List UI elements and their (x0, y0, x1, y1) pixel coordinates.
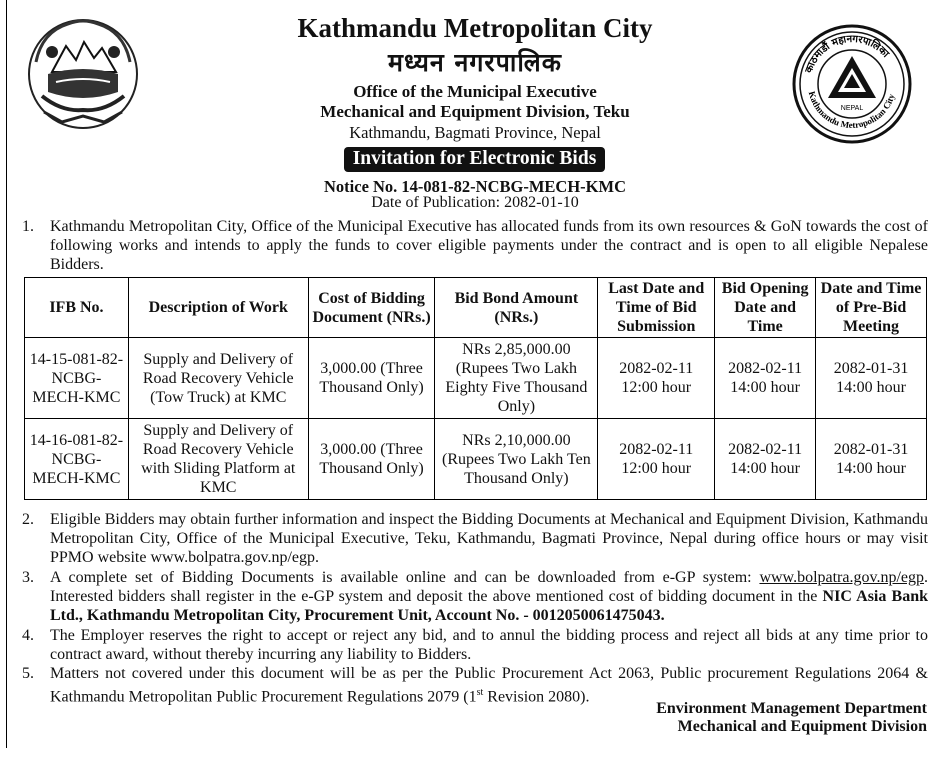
seal-center-text: NEPAL (840, 105, 864, 112)
paragraph-text: Kathmandu Metropolitan City, Office of the Municipal Executive has allocated funds from its own resources & GoN towards the cost of following works and intends to apply the funds to cover eligible payments under the contract and is open to all eligible Nepalese Bidders. (50, 218, 928, 273)
invitation-banner: Invitation for Electronic Bids (344, 147, 606, 172)
table-cell: Supply and Delivery of Road Recovery Vehicle (Tow Truck) at KMC (128, 338, 308, 419)
table-cell: 3,000.00 (Three Thousand Only) (308, 419, 435, 500)
table-cell: 3,000.00 (Three Thousand Only) (308, 338, 435, 419)
column-header: Description of Work (128, 278, 308, 338)
column-header: Bid Opening Date and Time (715, 278, 816, 338)
seal-ring-bottom: Kathmandu Metropolitan City (806, 90, 897, 131)
table-cell: NRs 2,10,000.00 (Rupees Two Lakh Ten Thousand Only) (435, 419, 598, 500)
paragraph-number: 4. (22, 627, 34, 644)
signature-division: Mechanical and Equipment Division (677, 718, 927, 735)
paragraph-number: 5. (22, 665, 34, 682)
paragraph-text-part: . Interested bidders shall register in the e-GP system and deposit the above mentioned cost of bidding document in the (50, 569, 928, 605)
bank-account-text: NIC Asia Bank Ltd., Kathmandu Metropolitan City, Procurement Unit, Account No. - 0012050061475043. (50, 588, 928, 624)
table-row (25, 338, 927, 419)
signature-department: Environment Management Department (656, 700, 927, 717)
table-cell: 14-16-081-82-NCBG-MECH-KMC (25, 419, 129, 500)
column-header: Bid Bond Amount (NRs.) (435, 278, 598, 338)
org-title-nepali: मध्यन नगरपालिक (388, 48, 562, 77)
column-header: Cost of Bidding Document (NRs.) (308, 278, 435, 338)
paragraph-number: 2. (22, 511, 34, 528)
paragraph-text: The Employer reserves the right to accept or reject any bid, and to annul the bidding process and reject all bids at any time prior to contract award, without thereby incurring any liability to Bidders. (50, 627, 928, 663)
paragraph-1 (22, 217, 928, 274)
kmc-seal-icon (790, 22, 914, 146)
column-header: Last Date and Time of Bid Submission (598, 278, 715, 338)
table-cell: 14-15-081-82-NCBG-MECH-KMC (25, 338, 129, 419)
table-cell: 2082-02-11 14:00 hour (715, 338, 816, 419)
notice-number: Notice No. 14-081-82-NCBG-MECH-KMC (324, 177, 626, 196)
table-header-row (25, 278, 927, 338)
org-title: Kathmandu Metropolitan City (297, 13, 653, 43)
office-name: Office of the Municipal Executive (353, 82, 597, 101)
nepal-emblem-icon (22, 12, 144, 134)
division-name: Mechanical and Equipment Division, Teku (320, 102, 630, 121)
superscript: st (476, 687, 484, 698)
address: Kathmandu, Bagmati Province, Nepal (349, 123, 601, 142)
paragraph-text-part: Matters not covered under this document will be as per the Public Procurement Act 2063, Public procurement Regulations 2064 & Kathmandu Metropolitan Public Procurement Regulations 2079 (1 (50, 665, 928, 706)
table-cell: 2082-01-31 14:00 hour (816, 419, 927, 500)
paragraph-number: 3. (22, 569, 34, 586)
table-cell: NRs 2,85,000.00 (Rupees Two Lakh Eighty Five Thousand Only) (435, 338, 598, 419)
publication-date: Date of Publication: 2082-01-10 (371, 194, 579, 211)
paragraph-text: Eligible Bidders may obtain further information and inspect the Bidding Documents at Mechanical and Equipment Division, Kathmandu Metropolitan City, Office of the Municipal Executive, Teku, Kathmandu, Bagmati Province, Nepal during office hours or may visit PPMO website www.bolpatra.gov.np/egp. (50, 511, 928, 566)
table-cell: Supply and Delivery of Road Recovery Vehicle with Sliding Platform at KMC (128, 419, 308, 500)
paragraph-2 (22, 510, 928, 567)
paragraph-text-part: Revision 2080). (483, 688, 590, 706)
column-header: IFB No. (25, 278, 129, 338)
paragraph-4 (22, 626, 928, 664)
paragraph-3 (22, 568, 928, 625)
bids-table (24, 277, 927, 500)
egp-link[interactable]: www.bolpatra.gov.np/egp (759, 569, 924, 586)
table-row (25, 419, 927, 500)
table-cell: 2082-02-11 12:00 hour (598, 419, 715, 500)
paragraph-text-part: A complete set of Bidding Documents is available online and can be downloaded from e-GP system: (50, 569, 760, 586)
table-cell: 2082-02-11 12:00 hour (598, 338, 715, 419)
table-cell: 2082-01-31 14:00 hour (816, 338, 927, 419)
paragraph-text (50, 568, 928, 625)
seal-ring-top: काठमाडौं महानगरपालिका (803, 33, 891, 75)
left-border-line (6, 0, 7, 748)
paragraph-number: 1. (22, 218, 34, 235)
table-cell: 2082-02-11 14:00 hour (715, 419, 816, 500)
column-header: Date and Time of Pre-Bid Meeting (816, 278, 927, 338)
